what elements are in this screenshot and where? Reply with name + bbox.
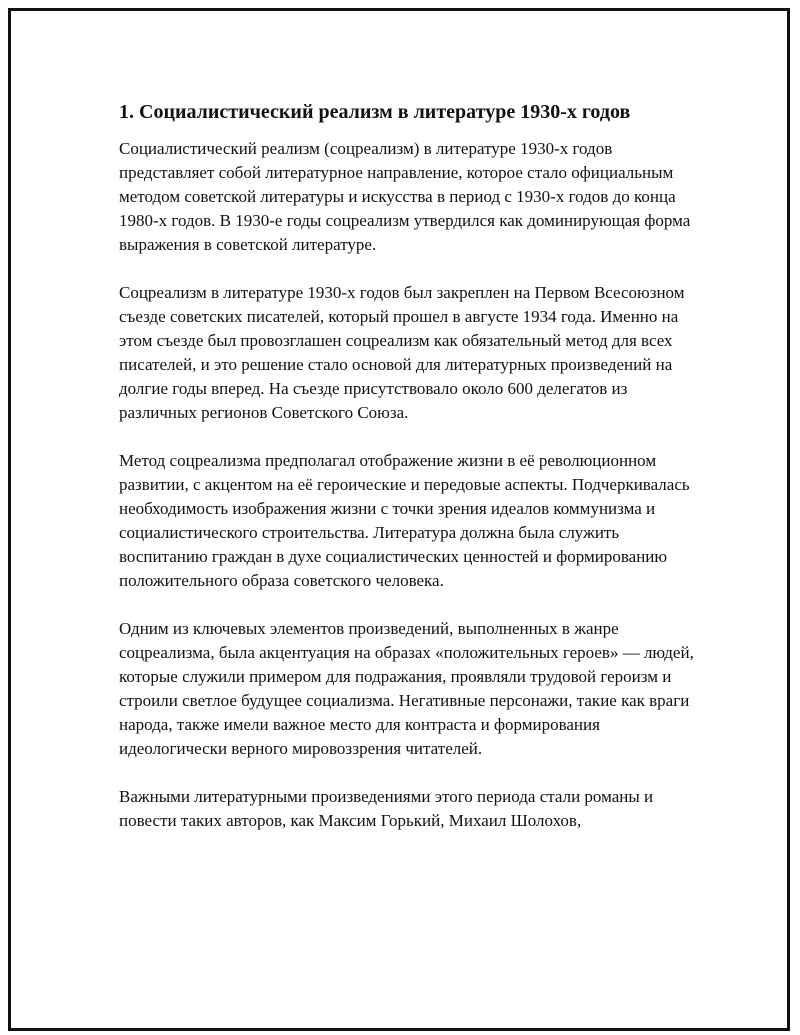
paragraph-1: Социалистический реализм (соцреализм) в литературе 1930-х годов представляет собой литературное направление, которое стало официальным методом советской литературы и искусства в период с 1930-х годов до конца 1980-х годов. В 1930-е годы соцреализм утвердился как доминирующая форма выражения в советской литературе. [119,139,691,254]
section-heading: 1. Социалистический реализм в литературе 1930-х годов [119,101,631,123]
paragraph-3: Метод соцреализма предполагал отображение жизни в её революционном развитии, с акцентом на её героические и передовые аспекты. Подчеркивалась необходимость изображения жизни с точки зрения идеалов коммунизма и социалистического строительства. Литература должна была служить воспитанию граждан в духе социалистических ценностей и формированию положительного образа советского человека. [119,451,690,590]
page-frame [8,8,790,1031]
paragraph-2: Соцреализм в литературе 1930-х годов был закреплен на Первом Всесоюзном съезде советских писателей, который прошел в августе 1934 года. Именно на этом съезде был провозглашен соцреализм как обязательный метод для всех писателей, и это решение стало основой для литературных произведений на долгие годы вперед. На съезде присутствовало около 600 делегатов из различных регионов Советского Союза. [119,283,685,422]
paragraph-5: Важными литературными произведениями этого периода стали романы и повести таких авторов, как Максим Горький, Михаил Шолохов, [119,787,654,830]
document-body [119,95,699,857]
paragraph-4: Одним из ключевых элементов произведений, выполненных в жанре соцреализма, была акцентуация на образах «положительных героев» — людей, которые служили примером для подражания, проявляли трудовой героизм и строили светлое будущее социализма. Негативные персонажи, такие как враги народа, также имели важное место для контраста и формирования идеологически верного мировоззрения читателей. [119,619,694,758]
